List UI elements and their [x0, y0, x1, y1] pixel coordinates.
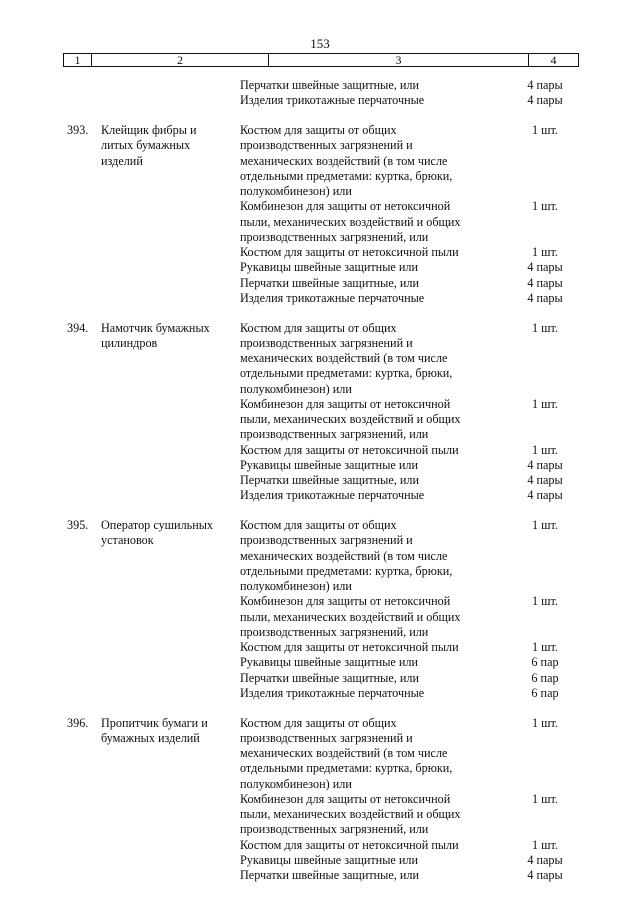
- profession-name: Оператор сушильных: [101, 518, 214, 532]
- protective-item: производственных загрязнений и: [240, 335, 413, 350]
- row-gap: [63, 306, 579, 321]
- protective-item: Комбинезон для защиты от нетоксичной: [240, 791, 451, 806]
- protective-item: Изделия трикотажные перчаточные: [240, 685, 425, 700]
- protective-item: Рукавицы швейные защитные или: [240, 457, 418, 472]
- protective-item: полукомбинезон) или: [240, 776, 352, 791]
- table-row: [63, 807, 579, 822]
- protective-item: Рукавицы швейные защитные или: [240, 655, 418, 670]
- table-row: [63, 777, 579, 792]
- table-row: [63, 716, 579, 731]
- protective-item: Костюм для защиты от общих: [240, 518, 397, 532]
- header-col-4: 4: [550, 53, 557, 67]
- quantity: 4 пары: [527, 852, 563, 867]
- protective-item: производственных загрязнений и: [240, 533, 413, 548]
- profession-name: Пропитчик бумаги и: [101, 715, 208, 730]
- protective-item: пыли, механических воздействий и общих: [240, 412, 461, 426]
- table-row: [63, 792, 579, 807]
- protective-item: Костюм для защиты от нетоксичной пыли: [240, 245, 459, 259]
- quantity: 6 пар: [531, 670, 559, 685]
- quantity: 1 шт.: [532, 594, 558, 609]
- table-row: [63, 154, 579, 169]
- table-row: [63, 443, 579, 458]
- table-row: [63, 412, 579, 427]
- table-row: [63, 473, 579, 488]
- table-row: [63, 366, 579, 381]
- protective-item: механических воздействий (в том числе: [240, 548, 448, 563]
- table-row: [63, 594, 579, 609]
- header-col-3: 3: [269, 54, 529, 66]
- quantity: 4 пары: [527, 275, 563, 290]
- protective-item: Изделия трикотажные перчаточные: [240, 93, 425, 108]
- quantity: 1 шт.: [532, 320, 558, 335]
- protective-item: отдельными предметами: куртка, брюки,: [240, 761, 453, 776]
- quantity: 1 шт.: [532, 837, 558, 852]
- protective-item: отдельными предметами: куртка, брюки,: [240, 563, 453, 578]
- protective-item: Комбинезон для защиты от нетоксичной: [240, 199, 451, 214]
- protective-item: Перчатки швейные защитные, или: [240, 868, 420, 882]
- table-row: [63, 230, 579, 245]
- table-header: [63, 53, 579, 67]
- header-col-2: 2: [92, 54, 269, 66]
- profession-name: бумажных изделий: [101, 730, 200, 745]
- table-row: [63, 533, 579, 548]
- protective-item: Костюм для защиты от общих: [240, 123, 397, 137]
- protective-item: пыли, механических воздействий и общих: [240, 807, 461, 821]
- profession-name: изделий: [101, 153, 143, 168]
- quantity: 6 пар: [531, 655, 559, 670]
- protective-item: Перчатки швейные защитные, или: [240, 78, 420, 92]
- table-row: [63, 260, 579, 275]
- row-number: 393.: [67, 123, 89, 137]
- table-row: [63, 199, 579, 214]
- protective-item: отдельными предметами: куртка, брюки,: [240, 168, 453, 183]
- protective-item: Рукавицы швейные защитные или: [240, 260, 418, 275]
- table-row: [63, 868, 579, 883]
- table-row: [63, 610, 579, 625]
- profession-name: литых бумажных: [101, 138, 191, 153]
- protective-item: производственных загрязнений, или: [240, 624, 429, 639]
- table-row: [63, 427, 579, 442]
- table-row: [63, 351, 579, 366]
- profession-name: Намотчик бумажных: [101, 320, 210, 335]
- table-row: [63, 382, 579, 397]
- table-row: [63, 78, 579, 93]
- table-row: [63, 488, 579, 503]
- protective-item: пыли, механических воздействий и общих: [240, 609, 461, 624]
- table-row: [63, 731, 579, 746]
- protective-item: пыли, механических воздействий и общих: [240, 214, 461, 229]
- table-row: [63, 336, 579, 351]
- protective-item: Комбинезон для защиты от нетоксичной: [240, 396, 451, 411]
- profession-name: Клейщик фибры и: [101, 123, 197, 137]
- table-row: [63, 549, 579, 564]
- quantity: 1 шт.: [532, 199, 558, 214]
- table-row: [63, 123, 579, 138]
- table-row: [63, 276, 579, 291]
- protective-item: производственных загрязнений, или: [240, 427, 429, 442]
- table-row: [63, 671, 579, 686]
- protective-item: Перчатки швейные защитные, или: [240, 670, 420, 685]
- quantity: 1 шт.: [532, 245, 558, 259]
- table-row: [63, 184, 579, 199]
- profession-name: цилиндров: [101, 335, 158, 350]
- table-row: [63, 853, 579, 868]
- quantity: 1 шт.: [532, 442, 558, 457]
- table-row: [63, 822, 579, 837]
- protective-item: Костюм для защиты от общих: [240, 715, 397, 730]
- protective-item: Изделия трикотажные перчаточные: [240, 488, 425, 503]
- protective-item: отдельными предметами: куртка, брюки,: [240, 366, 453, 381]
- quantity: 4 пары: [527, 78, 563, 92]
- quantity: 4 пары: [527, 260, 563, 275]
- protective-item: механических воздействий (в том числе: [240, 351, 448, 365]
- quantity: 4 пары: [527, 868, 563, 882]
- quantity: 1 шт.: [532, 640, 558, 654]
- quantity: 1 шт.: [532, 123, 558, 137]
- table-row: [63, 761, 579, 776]
- quantity: 1 шт.: [532, 791, 558, 806]
- table-row: [63, 397, 579, 412]
- protective-item: Костюм для защиты от нетоксичной пыли: [240, 442, 459, 457]
- protective-item: Костюм для защиты от нетоксичной пыли: [240, 837, 459, 852]
- table-row: [63, 655, 579, 670]
- row-number: 396.: [67, 715, 89, 730]
- table-row: [63, 746, 579, 761]
- row-gap: [63, 109, 579, 124]
- protective-item: Комбинезон для защиты от нетоксичной: [240, 594, 451, 609]
- quantity: 4 пары: [527, 473, 563, 487]
- quantity: 1 шт.: [532, 396, 558, 411]
- protective-item: производственных загрязнений и: [240, 730, 413, 745]
- table-row: [63, 321, 579, 336]
- table-row: [63, 169, 579, 184]
- profession-name: установок: [101, 533, 154, 548]
- table-row: [63, 640, 579, 655]
- protective-item: полукомбинезон) или: [240, 579, 352, 593]
- protective-item: полукомбинезон) или: [240, 381, 352, 396]
- quantity: 4 пары: [527, 93, 563, 108]
- quantity: 1 шт.: [532, 518, 558, 532]
- protective-item: Перчатки швейные защитные, или: [240, 473, 420, 487]
- row-number: 394.: [67, 320, 89, 335]
- table-row: [63, 686, 579, 701]
- protective-item: полукомбинезон) или: [240, 184, 352, 198]
- protective-item: Перчатки швейные защитные, или: [240, 275, 420, 290]
- protective-item: механических воздействий (в том числе: [240, 153, 448, 168]
- row-number: 395.: [67, 518, 89, 532]
- table-row: [63, 291, 579, 306]
- protective-item: Костюм для защиты от общих: [240, 320, 397, 335]
- table-body: [63, 78, 579, 883]
- table-row: [63, 458, 579, 473]
- header-col-1: 1: [64, 54, 92, 66]
- table-row: [63, 625, 579, 640]
- table-row: [63, 564, 579, 579]
- protective-item: производственных загрязнений и: [240, 138, 413, 153]
- row-gap: [63, 701, 579, 716]
- table-row: [63, 138, 579, 153]
- table-row: [63, 215, 579, 230]
- protective-item: Костюм для защиты от нетоксичной пыли: [240, 640, 459, 654]
- protective-item: Изделия трикотажные перчаточные: [240, 290, 425, 305]
- quantity: 6 пар: [531, 685, 559, 700]
- protective-item: Рукавицы швейные защитные или: [240, 852, 418, 867]
- table-row: [63, 518, 579, 533]
- quantity: 1 шт.: [532, 715, 558, 730]
- row-gap: [63, 504, 579, 519]
- quantity: 4 пары: [527, 290, 563, 305]
- quantity: 4 пары: [527, 457, 563, 472]
- protective-item: механических воздействий (в том числе: [240, 746, 448, 760]
- table-row: [63, 93, 579, 108]
- table-row: [63, 579, 579, 594]
- page-number: 153: [310, 36, 330, 51]
- quantity: 4 пары: [527, 488, 563, 503]
- protective-item: производственных загрязнений, или: [240, 822, 429, 837]
- table-row: [63, 838, 579, 853]
- protective-item: производственных загрязнений, или: [240, 229, 429, 244]
- table-row: [63, 245, 579, 260]
